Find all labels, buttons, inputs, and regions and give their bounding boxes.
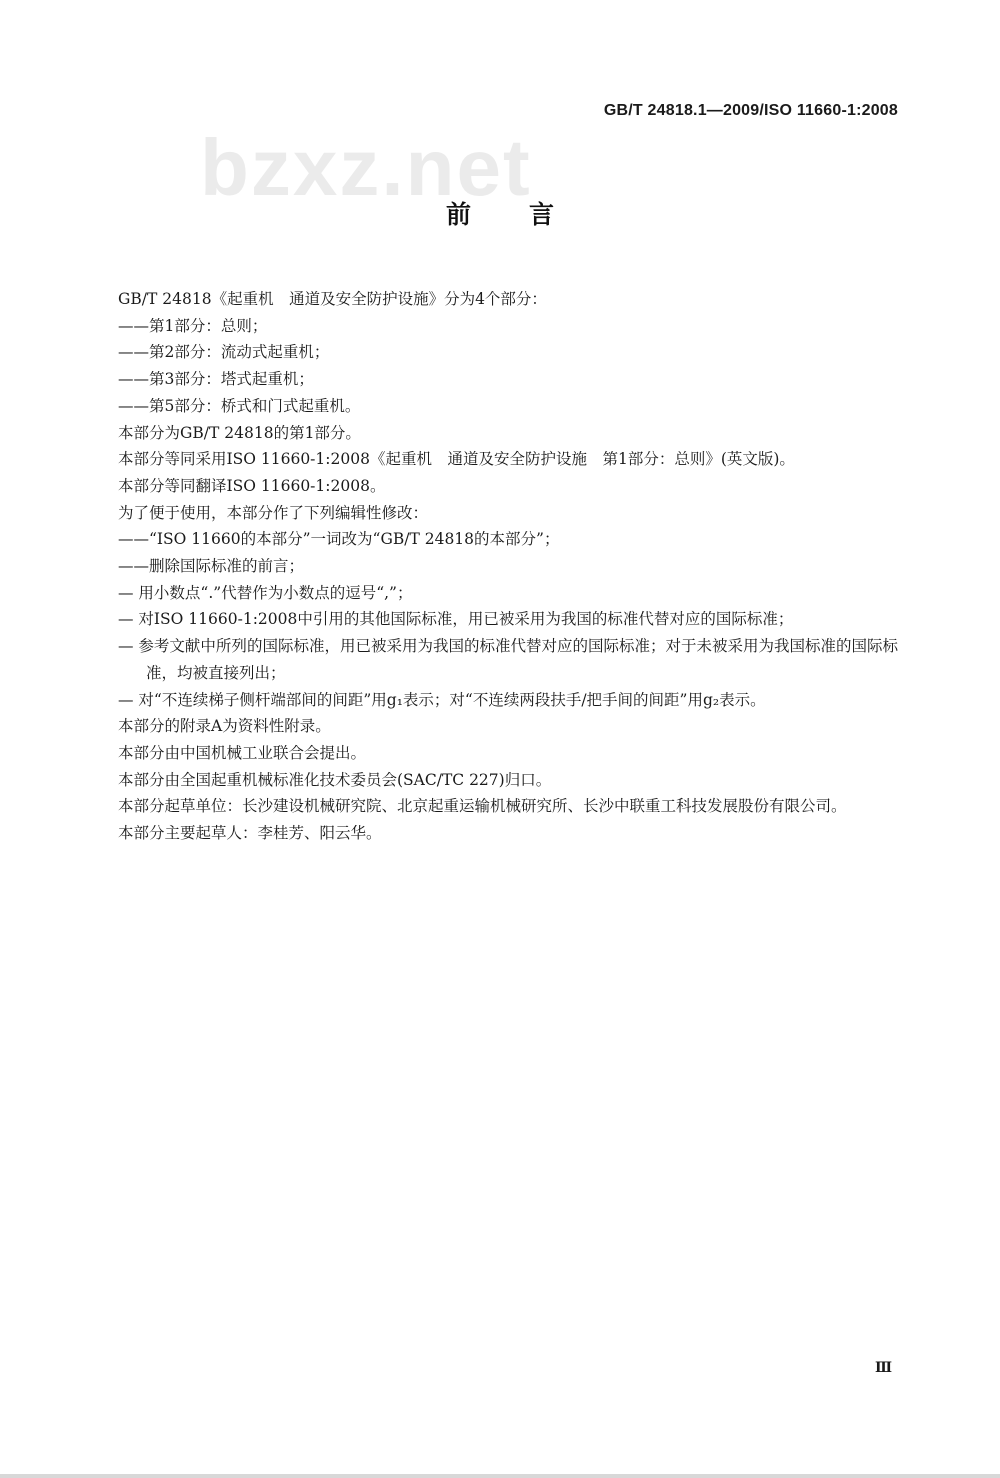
foreword-body (84, 286, 898, 847)
list-item-part-2: ——第2部分：流动式起重机； (118, 343, 330, 362)
list-item-edit-6: — 对“不连续梯子侧杆端部间的间距”用g₁表示；对“不连续两段扶手/把手间的间距”用g₂表示。 (118, 690, 766, 709)
list-item-part-1: ——第1部分：总则； (118, 316, 268, 335)
paragraph-administered-by: 本部分由全国起重机械标准化技术委员会(SAC/TC 227)归口。 (118, 770, 552, 789)
list-item-edit-1: ——“ISO 11660的本部分”一词改为“GB/T 24818的本部分”； (118, 530, 560, 549)
paragraph-edits-intro: 为了便于使用，本部分作了下列编辑性修改： (118, 503, 429, 522)
list-item-edit-3: — 用小数点“.”代替作为小数点的逗号“,”； (118, 583, 413, 602)
paragraph-proposed-by: 本部分由中国机械工业联合会提出。 (118, 743, 367, 762)
list-item-edit-5: — 参考文献中所列的国际标准，用已被采用为我国的标准代替对应的国际标准；对于未被采用为我国标准的国际标准，均被直接列出； (118, 637, 898, 682)
standard-code-header: GB/T 24818.1—2009/ISO 11660-1:2008 (603, 102, 898, 119)
paragraph-drafters: 本部分主要起草人：李桂芳、阳云华。 (118, 824, 382, 843)
list-item-part-5: ——第5部分：桥式和门式起重机。 (118, 396, 361, 415)
list-item-edit-2: ——删除国际标准的前言； (118, 557, 305, 576)
list-item-part-3: ——第3部分：塔式起重机； (118, 370, 314, 389)
paragraph-parts-intro: GB/T 24818《起重机 通道及安全防护设施》分为4个部分： (118, 290, 547, 308)
page-number: Ⅲ (874, 1360, 892, 1376)
paragraph-adoption: 本部分等同采用ISO 11660-1:2008《起重机 通道及安全防护设施 第1部分：总则》(英文版)。 (118, 450, 795, 469)
paragraph-translation: 本部分等同翻译ISO 11660-1:2008。 (118, 476, 386, 495)
paragraph-annex: 本部分的附录A为资料性附录。 (118, 717, 331, 736)
page-title: 前言 (445, 200, 612, 229)
watermark: bzxz.net (200, 123, 532, 212)
paragraph-drafting-units: 本部分起草单位：长沙建设机械研究院、北京起重运输机械研究所、长沙中联重工科技发展股份有限公司。 (118, 797, 847, 816)
list-item-edit-4: — 对ISO 11660-1:2008中引用的其他国际标准，用已被采用为我国的标准代替对应的国际标准； (118, 610, 794, 629)
paragraph-part-statement: 本部分为GB/T 24818的第1部分。 (118, 423, 361, 442)
page-bottom-edge (0, 1474, 1000, 1478)
